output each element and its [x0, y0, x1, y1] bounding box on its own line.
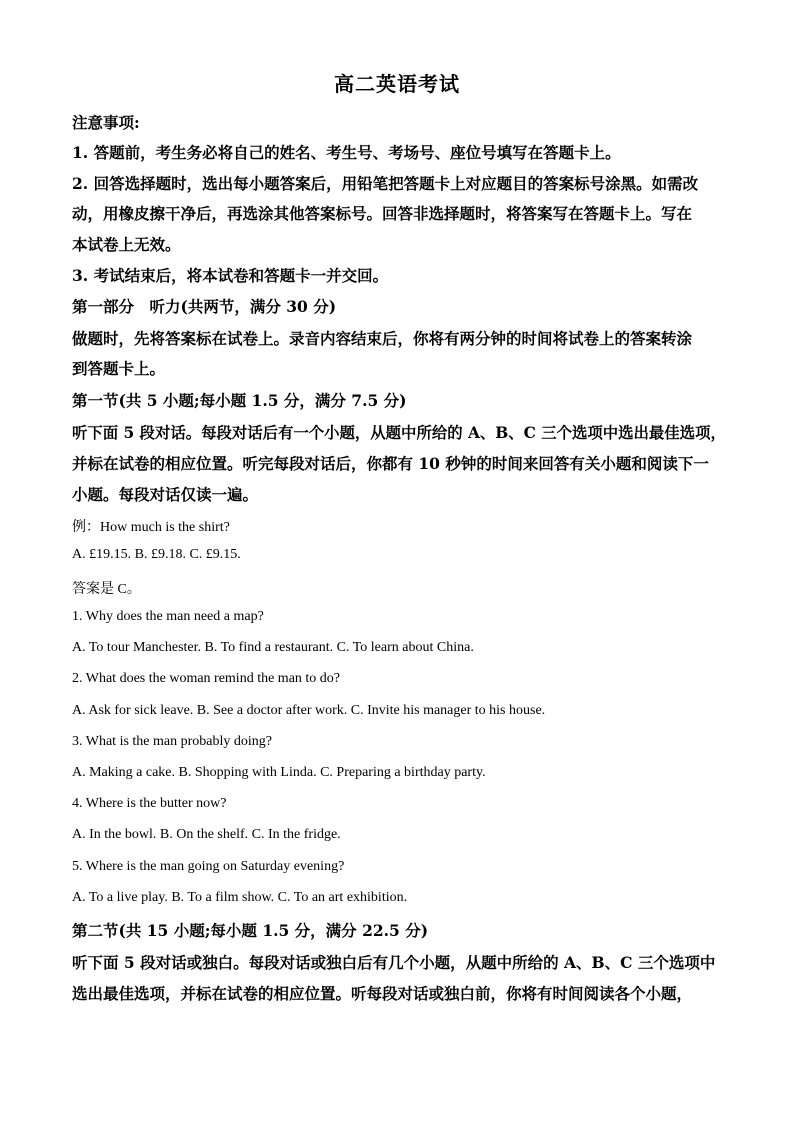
question-3-options: A. Making a cake. B. Shopping with Linda. C. Preparing a birthday party.	[72, 765, 486, 780]
question-3: 3. What is the man probably doing?	[72, 734, 272, 749]
notice-heading: 注意事项:	[72, 113, 140, 132]
notice-item-1: 1. 答题前，考生务必将自己的姓名、考生号、考场号、座位号填写在答题卡上。	[72, 143, 621, 162]
section2-instruction-line-1: 听下面 5 段对话或独白。每段对话或独白后有几个小题，从题中所给的 A、B、C 三个选项中	[72, 953, 716, 972]
section1-instruction-line-1: 听下面 5 段对话。每段对话后有一个小题，从题中所给的 A、B、C 三个选项中选出最佳选项，	[72, 423, 726, 442]
section1-heading: 第一节(共 5 小题;每小题 1.5 分，满分 7.5 分)	[72, 391, 407, 410]
part1-heading: 第一部分 听力(共两节，满分 30 分)	[72, 297, 337, 316]
question-5: 5. Where is the man going on Saturday evening?	[72, 859, 345, 874]
notice-item-2-line-3: 本试卷上无效。	[72, 235, 181, 254]
section1-instruction-line-3: 小题。每段对话仅读一遍。	[72, 485, 259, 504]
question-4: 4. Where is the butter now?	[72, 796, 227, 811]
example-options: A. £19.15. B. £9.18. C. £9.15.	[72, 547, 241, 562]
question-1-options: A. To tour Manchester. B. To find a restaurant. C. To learn about China.	[72, 640, 474, 655]
part1-intro-line-2: 到答题卡上。	[72, 359, 166, 378]
notice-item-2-line-2: 动，用橡皮擦干净后，再选涂其他答案标号。回答非选择题时，将答案写在答题卡上。写在	[72, 204, 693, 223]
notice-item-2-line-1: 2. 回答选择题时，选出每小题答案后，用铅笔把答题卡上对应题目的答案标号涂黑。如需改	[72, 174, 699, 193]
section2-instruction-line-2: 选出最佳选项，并标在试卷的相应位置。听每段对话或独白前，你将有时间阅读各个小题，	[72, 984, 693, 1003]
notice-item-3: 3. 考试结束后，将本试卷和答题卡一并交回。	[72, 266, 389, 285]
question-5-options: A. To a live play. B. To a film show. C. To an art exhibition.	[72, 890, 408, 905]
example-question: 例：How much is the shirt?	[72, 520, 230, 535]
part1-intro-line-1: 做题时，先将答案标在试卷上。录音内容结束后，你将有两分钟的时间将试卷上的答案转涂	[72, 329, 693, 348]
section2-heading: 第二节(共 15 小题;每小题 1.5 分，满分 22.5 分)	[72, 921, 429, 940]
question-1: 1. Why does the man need a map?	[72, 609, 264, 624]
question-2-options: A. Ask for sick leave. B. See a doctor after work. C. Invite his manager to his house.	[72, 703, 546, 718]
section1-instruction-line-2: 并标在试卷的相应位置。听完每段对话后，你都有 10 秒钟的时间来回答有关小题和阅读下一	[72, 454, 709, 473]
example-answer: 答案是 C。	[72, 582, 141, 597]
exam-title: 高二英语考试	[334, 72, 460, 96]
question-4-options: A. In the bowl. B. On the shelf. C. In the fridge.	[72, 827, 341, 842]
question-2: 2. What does the woman remind the man to do?	[72, 671, 341, 686]
